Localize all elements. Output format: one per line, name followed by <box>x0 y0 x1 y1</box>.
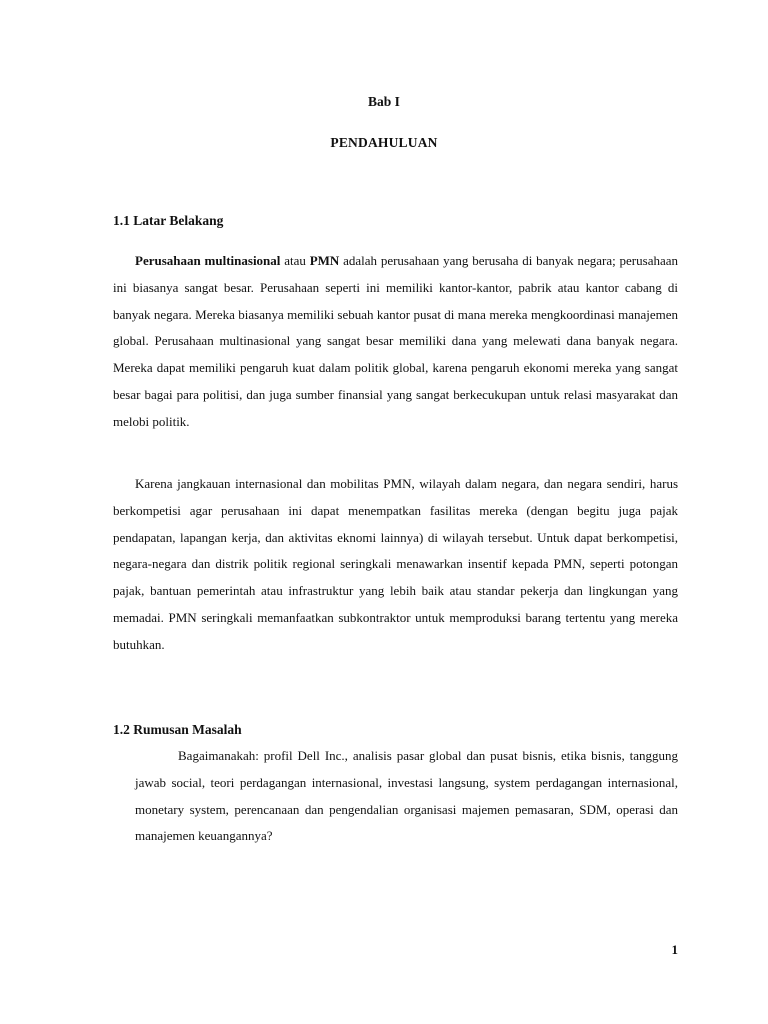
paragraph-connector: atau <box>280 253 310 268</box>
page-number: 1 <box>671 942 678 957</box>
section-heading-latar-belakang: 1.1 Latar Belakang <box>113 213 224 228</box>
term-perusahaan-multinasional: Perusahaan multinasional <box>135 253 281 268</box>
section-heading-rumusan-masalah: 1.2 Rumusan Masalah <box>113 722 242 737</box>
paragraph-body: Karena jangkauan internasional dan mobilitas PMN, wilayah dalam negara, dan negara sendiri, harus berkompetisi agar perusahaan ini dapat menempatkan fasilitas mereka (dengan begitu juga pajak pendapatan, lapangan kerja, dan aktivitas eknomi lainnya) di wilayah tersebut. Untuk dapat berkompetisi, negara-negara dan distrik politik regional seringkali menawarkan insentif kepada PMN, seperti potongan pajak, bantuan pemerintah atau infrastruktur yang lebih baik atau standar pekerja dan lingkungan yang memadai. PMN seringkali memanfaatkan subkontraktor untuk memproduksi barang tertentu yang mereka butuhkan. <box>113 476 678 652</box>
term-pmn: PMN <box>309 253 340 268</box>
chapter-label: Bab I <box>368 94 400 109</box>
chapter-title: PENDAHULUAN <box>330 135 438 150</box>
paragraph-latar-belakang-2 <box>113 471 678 659</box>
paragraph-body: Bagaimanakah: profil Dell Inc., analisis pasar global dan pusat bisnis, etika bisnis, tanggung jawab social, teori perdagangan internasional, investasi langsung, system perdagangan internasional, monetary system, perencanaan dan pengendalian organisasi majemen pemasaran, SDM, operasi dan manajemen keuangannya? <box>135 748 678 844</box>
paragraph-latar-belakang-1 <box>113 248 678 436</box>
paragraph-rumusan-masalah <box>135 743 678 850</box>
paragraph-body: adalah perusahaan yang berusaha di banyak negara; perusahaan ini biasanya sangat besar. Perusahaan seperti ini memiliki kantor-kantor, pabrik atau kantor cabang di banyak negara. Mereka biasanya memiliki sebuah kantor pusat di mana mereka mengkoordinasi manajemen global. Perusahaan multinasional yang sangat besar memiliki dana yang melewati dana banyak negara. Mereka dapat memiliki pengaruh kuat dalam politik global, karena pengaruh ekonomi mereka yang sangat besar bagai para politisi, dan juga sumber finansial yang sangat berkecukupan untuk relasi masyarakat dan melobi politik. <box>113 253 679 429</box>
